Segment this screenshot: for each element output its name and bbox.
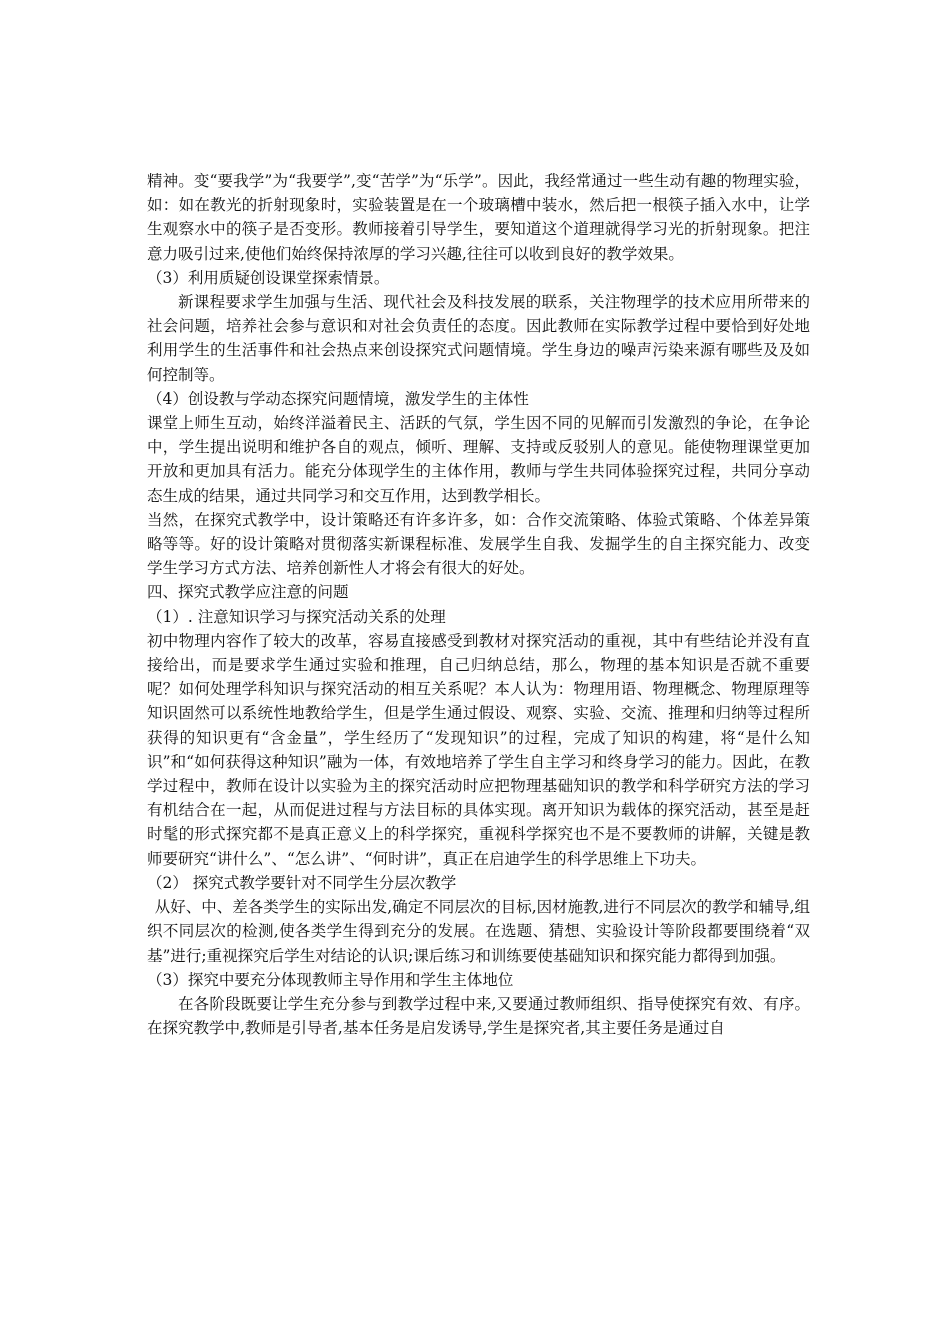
paragraph-design-strategies: 当然，在探究式教学中，设计策略还有许多许多，如：合作交流策略、体验式策略、个体差异策略等等。好的设计策略对贯彻落实新课程标准、发展学生自我、发掘学生的自主探究能力、改变学生学习方式方法、培养创新性人才将会有很大的好处。 — [147, 510, 810, 578]
subheading-3-questioning: （3）利用质疑创设课堂探索情景。 — [147, 268, 390, 287]
paragraph-teacher-student-roles: 在各阶段既要让学生充分参与到教学过程中来,又要通过教师组织、指导使探究有效、有序。在探究教学中,教师是引导者,基本任务是启发诱导,学生是探究者,其主要任务是通过自 — [147, 994, 810, 1038]
subheading-1-knowledge-vs-inquiry: （1）. 注意知识学习与探究活动关系的处理 — [147, 607, 446, 626]
paragraph-layered-teaching: 从好、中、差各类学生的实际出发,确定不同层次的目标,因材施教,进行不同层次的教学和辅导,组织不同层次的检测,使各类学生得到充分的发展。在选题、猜想、实验设计等阶段都要围绕着“双基”进行;重视探究后学生对结论的认识;课后练习和训练要使基础知识和探究能力都得到加强。 — [147, 898, 810, 965]
subheading-4-dynamic-inquiry: （4）创设教与学动态探究问题情境，激发学生的主体性 — [147, 389, 529, 408]
paragraph-knowledge-vs-inquiry: 初中物理内容作了较大的改革，容易直接感受到教材对探究活动的重视，其中有些结论并没有直接给出，而是要求学生通过实验和推理，自己归纳总结，那么，物理的基本知识是否就不重要呢？如何处理学科知识与探究活动的相互关系呢？本人认为：物理用语、物理概念、物理原理等知识固然可以系统性地教给学生，但是学生通过假设、观察、实验、交流、推理和归纳等过程所获得的知识更有“含金量”，学生经历了“发现知识”的过程，完成了知识的构建，将“是什么知识”和“如何获得这种知识”融为一体，有效地培养了学生自主学习和终身学习的能力。因此，在教学过程中，教师在设计以实验为主的探究活动时应把物理基础知识的教学和科学研究方法的学习有机结合在一起，从而促进过程与方法目标的具体实现。离开知识为载体的探究活动，甚至是赶时髦的形式探究都不是真正意义上的科学探究，重视科学探究也不是不要教师的讲解，关键是教师要研究“讲什么”、“怎么讲”、“何时讲”，真正在启迪学生的科学思维上下功夫。 — [147, 631, 810, 868]
subheading-2-layered-teaching: （2） 探究式教学要针对不同学生分层次教学 — [147, 873, 457, 892]
section-heading-4-issues: 四、探究式教学应注意的问题 — [147, 583, 349, 602]
paragraph-intro-continued: 精神。变“要我学”为“我要学”,变“苦学”为“乐学”。因此，我经常通过一些生动有趣的物理实验，如：如在教光的折射现象时，实验装置是在一个玻璃槽中装水，然后把一根筷子插入水中，让学生观察水中的筷子是否变形。教师接着引导学生，要知道这个道理就得学习光的折射现象。把注意力吸引过来,使他们始终保持浓厚的学习兴趣,往往可以收到良好的教学效果。 — [147, 172, 810, 263]
paragraph-classroom-interaction: 课堂上师生互动，始终洋溢着民主、活跃的气氛，学生因不同的见解而引发激烈的争论，在争论中，学生提出说明和维护各自的观点，倾听、理解、支持或反驳别人的意见。能使物理课堂更加开放和更加具有活力。能充分体现学生的主体作用，教师与学生共同体验探究过程，共同分享动态生成的结果，通过共同学习和交互作用，达到教学相长。 — [147, 414, 810, 505]
document-body — [147, 169, 810, 1040]
subheading-3-teacher-student-roles: （3）探究中要充分体现教师主导作用和学生主体地位 — [147, 970, 514, 989]
paragraph-new-curriculum: 新课程要求学生加强与生活、现代社会及科技发展的联系，关注物理学的技术应用所带来的社会问题，培养社会参与意识和对社会负责任的态度。因此教师在实际教学过程中要恰到好处地利用学生的生活事件和社会热点来创设探究式问题情境。学生身边的噪声污染来源有哪些及及如何控制等。 — [147, 293, 810, 384]
